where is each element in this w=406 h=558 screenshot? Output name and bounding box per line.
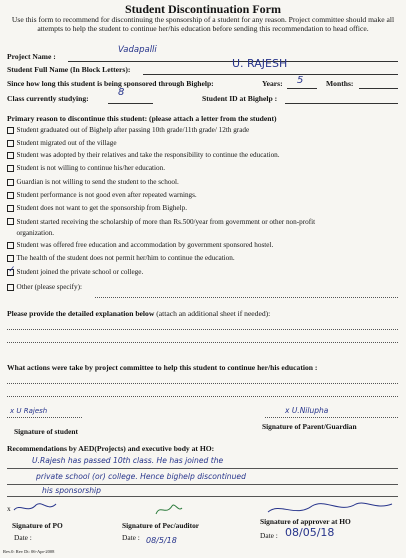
reason-checkbox[interactable] (7, 165, 14, 172)
explanation-label (7, 309, 270, 318)
project-name-value[interactable]: Vadapalli (118, 45, 157, 55)
approver-date-label: Date : (260, 531, 278, 540)
recommendation-line-3[interactable]: his sponsorship (42, 486, 101, 495)
approver-date-value[interactable]: 08/05/18 (285, 526, 335, 539)
reason-checkbox[interactable] (7, 218, 14, 225)
revision-footer: Rev.0: Rev Dt: 06-Apr-2008 (3, 549, 55, 554)
reason-checkbox[interactable] (7, 255, 14, 262)
reason-label: Student was adopted by their relatives and take the responsibility to continue the education. (16, 151, 280, 159)
reason-option[interactable] (7, 241, 273, 249)
discontinuation-form: Student Discontinuation Form Use this form to recommend for discontinuing the sponsorship of a student for any reason. Project committee should make all attempts to help the student to continue her/his education before sending this recommendation to head office. Project Name : Vadapalli Student Full Name (In Block Letters): U. RAJESH Since how long this student is being sponsored through Bighelp: Years: 5 Months: Class currently studying: 8 Student ID at Bighelp : Primary reason to discontinue this student: (please attach a letter from the student) Student graduated out of Bighelp after passing 10th grade/11th grade/ 12th grade Student migrated out of the village Student was adopted by their relatives and take the responsibility to continue the education. Student is not willing to continue his/her education. Guardian is not willing to send the student to the school. Student performance is not good even after repeated warnings. Student does not want to get the sponsorship from Bighelp. Student started receiving the scholarship of more than Rs.500/year from government or other non-profit organization. Student was offered free education and accommodation by government sponsored hostel. The health of the student does not permit her/him to continue the education. ✓ Student joined the private school or college. Other (please specify): Please provide the detailed explanation below (attach an additional sheet if needed): What actions were take by project committee to help this student to continue her/his education : x U Rajesh Signature of student x U.Nilupha Signature of Parent/Guardian Recommendations by AED(Projects) and executive body at HO: U.Rajesh has passed 10th class. He has joined the private school (or) college. Hence bighelp discontinued his sponsorship x Signature of PO Date : Signature of Pec/auditor Date : 08/5/18 Signature of approver at HO Date : 08/05/18 Rev.0: Rev Dt: 06-Apr-2008 (0, 0, 406, 558)
reason-label: Student is not willing to continue his/her education. (16, 164, 166, 172)
approver-signature-scribble (268, 503, 392, 512)
recommendations-label: Recommendations by AED(Projects) and executive body at HO: (7, 444, 215, 453)
recommendation-line-2[interactable]: private school (or) college. Hence bighelp discontinued (36, 472, 246, 481)
reason-checkbox[interactable] (7, 192, 14, 199)
reason-label: Student migrated out of the village (16, 139, 117, 147)
reason-checkbox[interactable] (7, 242, 14, 249)
reason-label: Guardian is not willing to send the student to the school. (16, 178, 179, 186)
reason-label: Other (please specify): (16, 283, 82, 291)
form-intro: Use this form to recommend for discontinuing the sponsorship of a student for any reason. Project committee should make all attempts to help the student to continue her/his education before sending this recommendation to head office. (11, 15, 395, 33)
other-specify-line (95, 297, 398, 298)
reason-label: Student joined the private school or college. (16, 268, 144, 276)
student-signature-mark: x U Rajesh (10, 407, 48, 415)
student-name-line (143, 74, 398, 75)
reason-option[interactable] (7, 265, 144, 276)
class-line (108, 103, 153, 104)
reason-checkbox[interactable] (7, 265, 16, 276)
actions-line-1 (7, 383, 398, 384)
student-id-line (285, 103, 398, 104)
secretary-date-value[interactable]: 08/5/18 (146, 536, 177, 545)
years-line (287, 88, 317, 89)
form-title: Student Discontinuation Form (124, 2, 282, 16)
class-label: Class currently studying: (7, 94, 89, 103)
po-date-label: Date : (14, 533, 32, 542)
months-label: Months: (326, 79, 354, 88)
reason-option[interactable] (7, 151, 280, 159)
student-signature-label: Signature of student (14, 427, 78, 436)
reason-option[interactable] (7, 204, 187, 212)
student-id-label: Student ID at Bighelp : (202, 94, 278, 103)
recommendation-rule-1 (7, 468, 398, 469)
student-signature-line (7, 417, 82, 418)
project-name-label: Project Name : (7, 52, 56, 61)
reason-label: Student does not want to get the sponsorship from Bighelp. (16, 204, 187, 212)
explanation-label-rest: (attach an additional sheet if needed): (156, 309, 271, 318)
checkmark-icon: ✓ (8, 265, 16, 275)
reason-label: The health of the student does not permit her/him to continue the education. (16, 254, 235, 262)
years-value[interactable]: 5 (297, 75, 304, 86)
reason-option[interactable] (7, 254, 235, 262)
reason-checkbox[interactable] (7, 140, 14, 147)
reason-option[interactable] (7, 139, 117, 147)
months-line (359, 88, 398, 89)
reason-checkbox[interactable] (7, 152, 14, 159)
years-label: Years: (262, 79, 283, 88)
approver-signature-label: Signature of approver at HO (260, 517, 351, 526)
reason-label: Student was offered free education and accommodation by government sponsored hostel. (16, 241, 274, 249)
parent-signature-line (265, 417, 398, 418)
po-signature-scribble (14, 504, 56, 510)
reason-label: Student performance is not good even after repeated warnings. (16, 191, 197, 199)
recommendation-rule-2 (7, 484, 398, 485)
reason-checkbox[interactable] (7, 205, 14, 212)
po-signature-label: Signature of PO (12, 521, 63, 530)
parent-signature-label: Signature of Parent/Guardian (262, 422, 357, 431)
secretary-signature-label: Signature of Pec/auditor (122, 521, 200, 530)
class-value[interactable]: 8 (118, 87, 125, 98)
reason-option[interactable] (7, 217, 347, 239)
explanation-label-bold: Please provide the detailed explanation below (7, 309, 155, 318)
reason-checkbox[interactable] (7, 127, 14, 134)
reason-checkbox[interactable] (7, 284, 14, 291)
reason-option[interactable] (7, 283, 82, 291)
reason-option[interactable] (7, 178, 179, 186)
reason-option[interactable] (7, 126, 249, 134)
parent-signature-mark: x U.Nilupha (285, 406, 329, 415)
recommendation-line-1[interactable]: U.Rajesh has passed 10th class. He has joined the (32, 456, 224, 465)
secretary-date-label: Date : (122, 533, 140, 542)
reason-checkbox[interactable] (7, 179, 14, 186)
reason-option[interactable] (7, 191, 197, 199)
duration-label: Since how long this student is being sponsored through Bighelp: (7, 79, 214, 88)
reason-label: Student graduated out of Bighelp after passing 10th grade/11th grade/ 12th grade (16, 126, 250, 134)
student-name-label: Student Full Name (In Block Letters): (7, 65, 131, 74)
actions-label: What actions were take by project committee to help this student to continue her/his education : (7, 363, 318, 372)
actions-line-2 (7, 396, 398, 397)
student-name-value[interactable]: U. RAJESH (232, 57, 288, 70)
reason-label: Student started receiving the scholarship of more than Rs.500/year from government or other non-profit organization. (16, 218, 316, 237)
explanation-line-2 (7, 342, 398, 343)
secretary-signature-scribble (156, 505, 182, 514)
reasons-heading: Primary reason to discontinue this student: (please attach a letter from the student) (7, 114, 277, 123)
explanation-line-1 (7, 329, 398, 330)
reason-option[interactable] (7, 164, 165, 172)
